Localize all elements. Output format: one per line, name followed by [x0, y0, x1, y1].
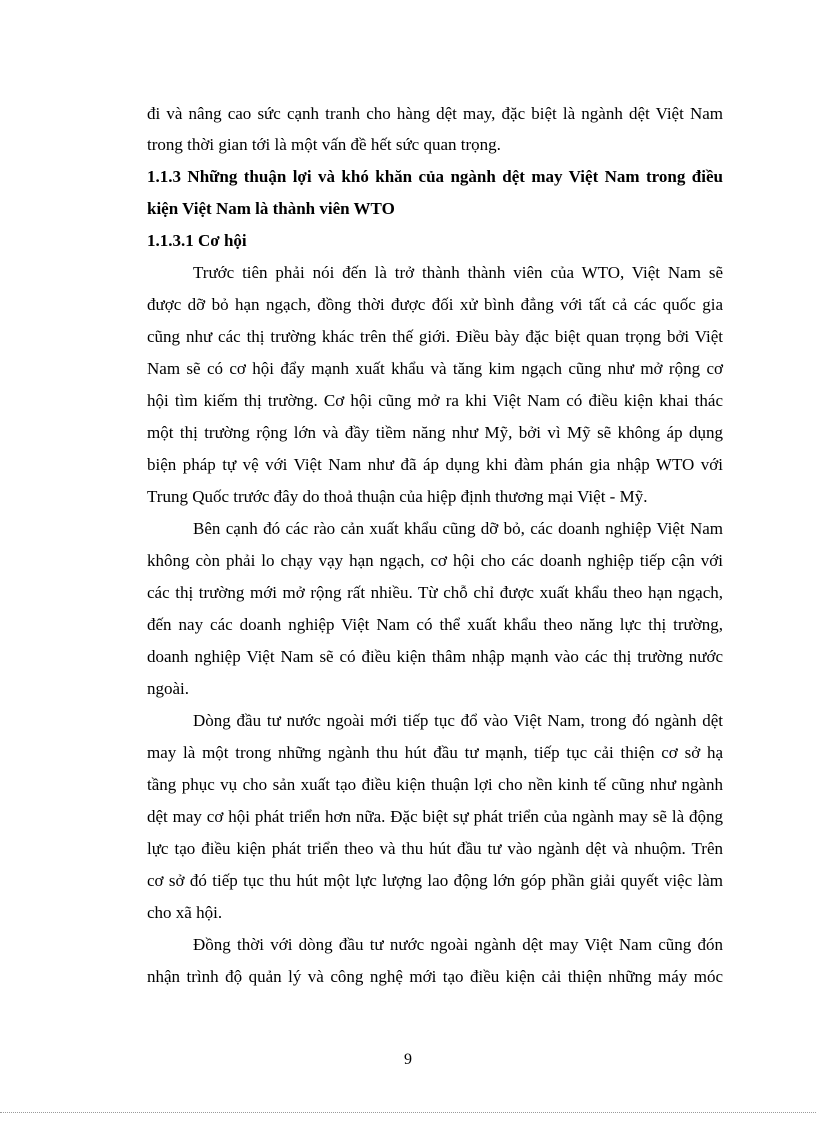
paragraph-line: cũng như các thị trường khác trên thế giới. Điều bày đặc biệt quan trọng bởi Việt	[147, 327, 723, 346]
paragraph-line: nhận trình độ quản lý và công nghệ mới tạo điều kiện cải thiện những máy móc	[147, 967, 723, 986]
paragraph-line: không còn phải lo chạy vạy hạn ngạch, cơ hội cho các doanh nghiệp tiếp cận với	[147, 551, 723, 570]
paragraph-line: được dỡ bỏ hạn ngạch, đồng thời được đối xử bình đẳng với tất cả các quốc gia	[147, 295, 723, 314]
paragraph-line: ngoài.	[147, 679, 190, 698]
section-heading-continued: kiện Việt Nam là thành viên WTO	[147, 199, 395, 218]
paragraph-line: các thị trường mới mở rộng rất nhiều. Từ chỗ chỉ được xuất khẩu theo hạn ngạch,	[147, 583, 723, 602]
paragraph-line: Bên cạnh đó các rào cản xuất khẩu cũng dỡ bỏ, các doanh nghiệp Việt Nam	[193, 519, 723, 538]
paragraph-line: cơ sở đó tiếp tục thu hút một lực lượng lao động lớn góp phần giải quyết việc làm	[147, 871, 723, 890]
paragraph-line: hội tìm kiếm thị trường. Cơ hội cũng mở ra khi Việt Nam có điều kiện khai thác	[147, 391, 723, 410]
paragraph-line: Nam sẽ có cơ hội đẩy mạnh xuất khẩu và tăng kim ngạch cũng như mở rộng cơ	[147, 359, 723, 378]
paragraph-line: lực tạo điều kiện phát triển theo và thu hút đầu tư vào ngành dệt và nhuộm. Trên	[147, 839, 723, 858]
paragraph-line: đi và nâng cao sức cạnh tranh cho hàng dệt may, đặc biệt là ngành dệt Việt Nam	[147, 104, 723, 123]
paragraph-line: một thị trường rộng lớn và đầy tiềm năng như Mỹ, bởi vì Mỹ sẽ không áp dụng	[147, 423, 723, 442]
paragraph-line: Dòng đầu tư nước ngoài mới tiếp tục đổ vào Việt Nam, trong đó ngành dệt	[193, 711, 723, 730]
section-heading: 1.1.3 Những thuận lợi và khó khăn của ngành dệt may Việt Nam trong điều	[147, 167, 723, 186]
paragraph-line: Trước tiên phải nói đến là trở thành thành viên của WTO, Việt Nam sẽ	[193, 263, 723, 282]
page-boundary-divider	[0, 1112, 816, 1113]
paragraph-line: cho xã hội.	[147, 903, 223, 922]
paragraph-line: trong thời gian tới là một vấn đề hết sức quan trọng.	[147, 135, 501, 154]
paragraph-line: Đồng thời với dòng đầu tư nước ngoài ngành dệt may Việt Nam cũng đón	[193, 935, 723, 954]
paragraph-line: biện pháp tự vệ với Việt Nam như đã áp dụng khi đàm phán gia nhập WTO với	[147, 455, 723, 474]
paragraph-line: tầng phục vụ cho sản xuất tạo điều kiện thuận lợi cho nền kinh tế cũng như ngành	[147, 775, 723, 794]
paragraph-line: Trung Quốc trước đây do thoả thuận của hiệp định thương mại Việt - Mỹ.	[147, 487, 648, 506]
page-number: 9	[404, 1051, 412, 1068]
paragraph-line: may là một trong những ngành thu hút đầu tư mạnh, tiếp tục cải thiện cơ sở hạ	[147, 743, 723, 762]
paragraph-line: đến nay các doanh nghiệp Việt Nam có thể xuất khẩu theo năng lực thị trường,	[147, 615, 723, 634]
paragraph-line: dệt may cơ hội phát triển hơn nữa. Đặc biệt sự phát triển của ngành may sẽ là động	[147, 807, 723, 826]
subsection-heading: 1.1.3.1 Cơ hội	[147, 231, 247, 250]
paragraph-line: doanh nghiệp Việt Nam sẽ có điều kiện thâm nhập mạnh vào các thị trường nước	[147, 647, 723, 666]
